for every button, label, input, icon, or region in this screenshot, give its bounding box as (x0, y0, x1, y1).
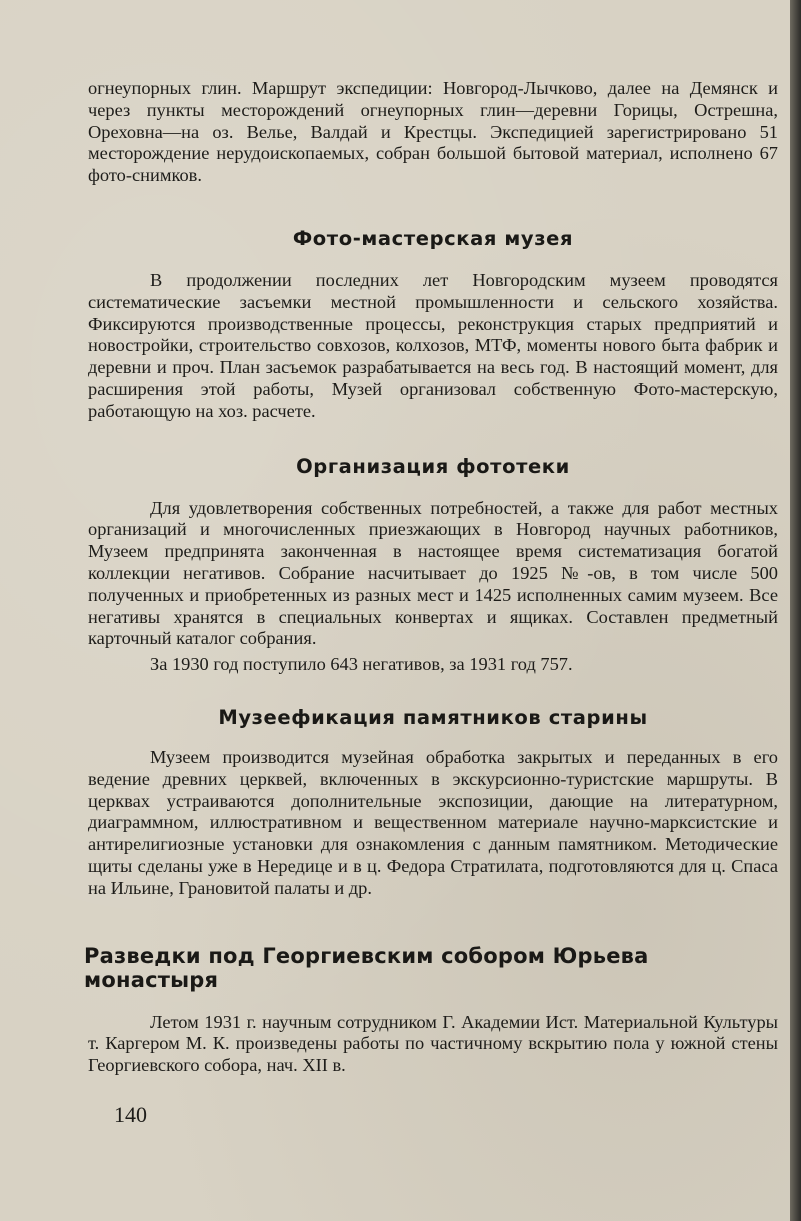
section-heading-excavations: Разведки под Георгиевским собором Юрьева монастыря (84, 943, 649, 992)
monument-museumification-paragraph: Музеем производится музейная обработка закрытых и переданных в его ведение древних церквей, включенных в экскурсионно-туристские маршруты. В церквах устраиваются дополнительные экспозиции, дающие на литературном, диаграммном, иллюстративном и вещественном материале научно-марксистские и антирелигиозные установки для ознакомления с данным памятником. Методические щиты сделаны уже в Нередице и в ц. Федора Стратилата, подготовляются для ц. Спаса на Ильине, Грановитой палаты и др. (88, 746, 778, 898)
section-heading-photo-archive: Организация фототеки (296, 454, 570, 478)
section-heading-monument-museumification: Музеефикация памятников старины (218, 705, 648, 729)
page-number: 140 (114, 1102, 147, 1127)
photo-workshop-paragraph: В продолжении последних лет Новгородским музеем проводятся систематические засъемки местной промышленности и сельского хозяйства. Фиксируются производственные процессы, реконструкция старых предприятий и новостройки, строительство совхозов, колхозов, МТФ, моменты нового быта фабрик и деревни и проч. План засъемок разрабатывается на весь год. В настоящий момент, для расширения этой работы, Музей организовал собственную Фото-мастерскую, работающую на хоз. расчете. (88, 269, 778, 421)
page-content (84, 78, 778, 1077)
page-edge-shadow (790, 0, 801, 1221)
intro-paragraph: огнеупорных глин. Маршрут экспедиции: Новгород-Лычково, далее на Демянск и через пункты месторождений огнеупорных глин—деревни Горицы, Острешна, Ореховна—на оз. Велье, Валдай и Крестцы. Экспедицией зарегистрировано 51 месторождение нерудоископаемых, собран большой бытовой материал, исполнено 67 фото-снимков. (88, 78, 778, 186)
photo-archive-stats-paragraph: За 1930 год поступило 643 негативов, за 1931 год 757. (150, 654, 573, 675)
photo-archive-paragraph: Для удовлетворения собственных потребностей, а также для работ местных организаций и многочисленных приезжающих в Новгород научных работников, Музеем предпринята законченная в настоящее время систематизация богатой коллекции негативов. Собрание насчитывает до 1925 №-ов, в том числе 500 полученных и приобретенных из разных мест и 1425 исполненных самим музеем. Все негативы хранятся в специальных конвертах и ящиках. Составлен предметный карточный каталог собрания. (88, 497, 778, 649)
excavations-paragraph: Летом 1931 г. научным сотрудником Г. Академии Ист. Материальной Культуры т. Каргером М. К. произведены работы по частичному вскрытию пола у южной стены Георгиевского собора, нач. XII в. (88, 1011, 778, 1076)
section-heading-photo-workshop: Фото-мастерская музея (292, 226, 574, 250)
